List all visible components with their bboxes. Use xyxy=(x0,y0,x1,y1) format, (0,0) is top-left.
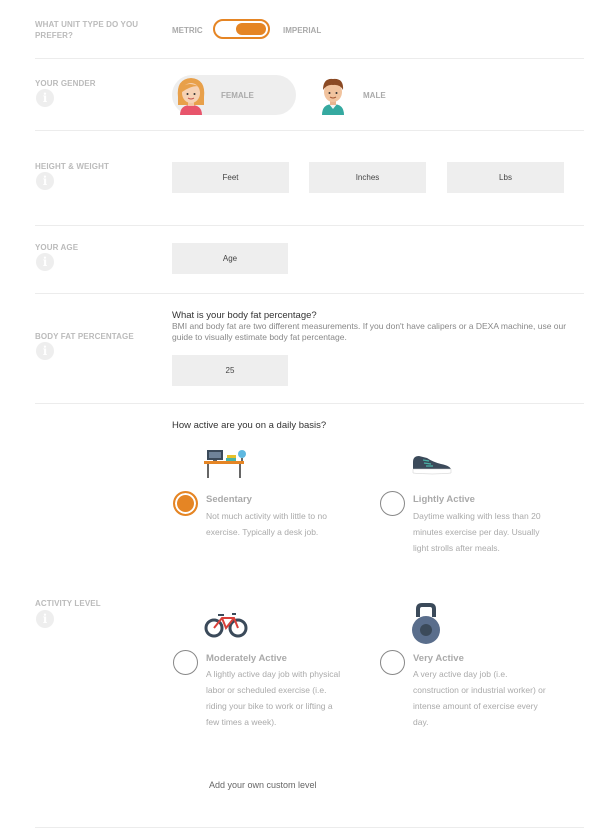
gender-label: YOUR GENDER xyxy=(35,79,96,88)
inches-input[interactable]: Inches xyxy=(309,162,426,193)
desk-icon xyxy=(204,448,248,478)
moderately-active-radio[interactable] xyxy=(173,650,198,675)
imperial-label[interactable]: IMPERIAL xyxy=(283,26,322,35)
female-avatar-icon xyxy=(174,75,208,115)
toggle-knob xyxy=(236,23,266,35)
very-active-title: Very Active xyxy=(413,653,464,664)
kettlebell-icon xyxy=(410,603,442,645)
lightly-active-title: Lightly Active xyxy=(413,494,475,505)
male-option[interactable] xyxy=(313,75,393,115)
body-fat-description: BMI and body fat are two different measurements. If you don't have calipers or a DEXA machine, use our guide to visually estimate body fat percentage. xyxy=(172,321,567,342)
body-fat-question: What is your body fat percentage? xyxy=(172,310,317,321)
moderately-active-title: Moderately Active xyxy=(206,653,287,664)
body-fat-input[interactable]: 25 xyxy=(172,355,288,386)
custom-level-link[interactable]: Add your own custom level xyxy=(209,780,317,790)
sedentary-title: Sedentary xyxy=(206,494,252,505)
body-fat-label: BODY FAT PERCENTAGE xyxy=(35,332,134,341)
moderately-active-description: A lightly active day job with physical labor or scheduled exercise (i.e. riding your bike to work or lifting a few times a week). xyxy=(206,669,341,727)
sneaker-icon xyxy=(411,452,453,476)
sedentary-description: Not much activity with little to no exercise. Typically a desk job. xyxy=(206,511,327,537)
age-input[interactable]: Age xyxy=(172,243,288,274)
unit-row xyxy=(35,0,584,59)
age-row xyxy=(35,226,584,294)
very-active-description: A very active day job (i.e. construction or industrial worker) or intense amount of exercise every day. xyxy=(413,669,546,727)
info-icon[interactable]: i xyxy=(36,253,54,271)
lightly-active-radio[interactable] xyxy=(380,491,405,516)
info-icon[interactable]: i xyxy=(36,610,54,628)
activity-label: ACTIVITY LEVEL xyxy=(35,599,101,608)
gender-row xyxy=(35,59,584,131)
activity-question: How active are you on a daily basis? xyxy=(172,420,327,431)
age-label: YOUR AGE xyxy=(35,243,79,252)
info-icon[interactable]: i xyxy=(36,89,54,107)
feet-input[interactable]: Feet xyxy=(172,162,289,193)
very-active-radio[interactable] xyxy=(380,650,405,675)
unit-label: WHAT UNIT TYPE DO YOU PREFER? xyxy=(35,20,139,40)
unit-toggle[interactable] xyxy=(213,19,270,39)
lbs-input[interactable]: Lbs xyxy=(447,162,564,193)
activity-row xyxy=(35,404,584,828)
info-icon[interactable]: i xyxy=(36,172,54,190)
info-icon[interactable]: i xyxy=(36,342,54,360)
female-option[interactable] xyxy=(172,75,296,115)
male-avatar-icon xyxy=(316,75,350,115)
female-label: FEMALE xyxy=(221,91,254,100)
lightly-active-description: Daytime walking with less than 20 minutes exercise per day. Usually light strolls after meals. xyxy=(413,511,541,553)
sedentary-radio[interactable] xyxy=(173,491,198,516)
bicycle-icon xyxy=(204,610,248,638)
metric-label[interactable]: METRIC xyxy=(172,26,203,35)
male-label: MALE xyxy=(363,91,386,100)
height-weight-label: HEIGHT & WEIGHT xyxy=(35,162,109,171)
